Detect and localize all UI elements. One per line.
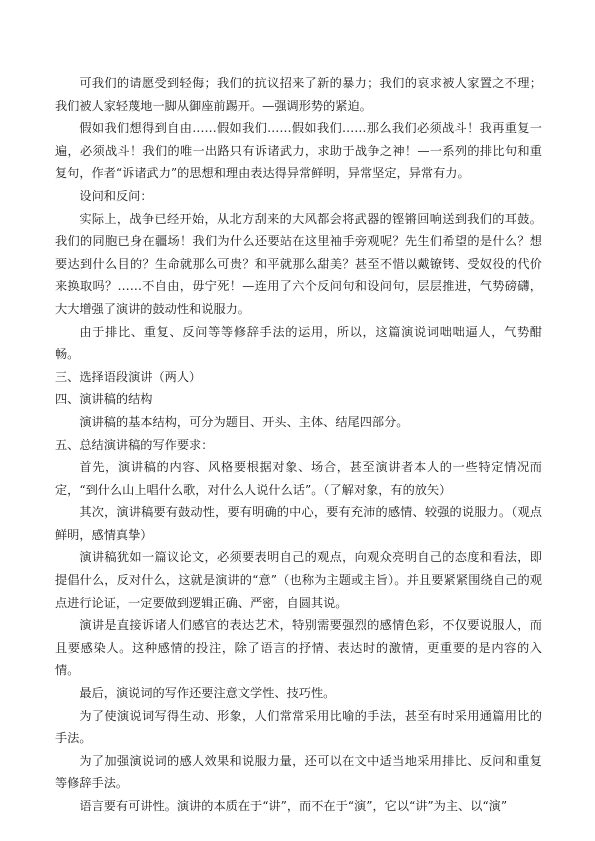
paragraph-last: 最后，演说词的写作还要注意文学性、技巧性。	[79, 686, 336, 701]
paragraph-structure: 演讲稿的基本结构，可分为题目、开头、主体、结尾四部分。	[79, 414, 409, 429]
paragraph-war-begun: 实际上，战争已经开始，从北方刮来的大风都会将武器的铿锵回响送到我们的耳鼓。我们的同胞已身在疆场！我们为什么还要站在这里袖手旁观呢？先生们希望的是什么？想要达到什么目的？生命就那么可贵？和平就那么甜美？甚至不惜以戴镣铐、受奴役的代价来换取吗？……不自由，毋宁死！—连用了六个反问句和设问句，层层推进，气势磅礴，大大增强了演讲的鼓动性和说服力。	[55, 211, 542, 316]
paragraph-must-fight: 假如我们想得到自由……假如我们……假如我们……那么我们必须战斗！我再重复一遍，必须战斗！我们的唯一出路只有诉诸武力，求助于战争之神！—一系列的排比句和重复句，作者“诉诸武力”的思想和理由表达得异常鲜明，异常坚定，异常有力。	[55, 121, 542, 181]
paragraph-argument: 演讲稿犹如一篇议论文，必须要表明自己的观点，向观众亮明自己的态度和看法，即提倡什么，反对什么，这就是演讲的“意”（也称为主题或主旨）。并且要紧紧围绕自己的观点进行论证，一定要做到逻辑正确、严密，自圆其说。	[55, 550, 542, 610]
paragraph-rhetorical-question-heading: 设问和反问：	[79, 188, 153, 203]
paragraph-petition: 可我们的请愿受到轻侮；我们的抗议招来了新的暴力；我们的哀求被人家置之不理；我们被人家轻蔑地一脚从御座前踢开。—强调形势的紧迫。	[55, 76, 542, 113]
paragraph-parallelism: 为了加强演说词的感人效果和说服力量，还可以在文中适当地采用排比、反问和重复等修辞手法。	[55, 753, 542, 791]
section-heading-3: 三、选择语段演讲（两人）	[55, 369, 202, 384]
paragraph-speakable: 语言要有可讲性。演讲的本质在于“讲”，而不在于“演”，它以“讲”为主、以“演”	[79, 799, 508, 813]
paragraph-metaphor: 为了使演说词写得生动、形象，人们常常采用比喻的手法，甚至有时采用通篇用比的手法。	[55, 708, 542, 746]
paragraph-first: 首先，演讲稿的内容、风格要根据对象、场合，甚至演讲者本人的一些特定情况而定，“到什么山上唱什么歌，对什么人说什么话”。（了解对象，有的放矢）	[55, 460, 542, 497]
paragraph-emotion: 演讲是直接诉诸人们感官的表达艺术，特别需要强烈的感情色彩，不仅要说服人，而且要感染人。这种感情的投注，除了语言的抒情、表达时的激情，更重要的是内容的入情。	[55, 618, 542, 678]
paragraph-rhetoric-summary: 由于排比、重复、反问等等修辞手法的运用，所以，这篇演说词咄咄逼人，气势酣畅。	[55, 324, 542, 362]
document-body	[55, 72, 542, 818]
section-heading-5: 五、总结演讲稿的写作要求：	[55, 437, 214, 452]
paragraph-second: 其次，演讲稿要有鼓动性，要有明确的中心，要有充沛的感情、较强的说服力。（观点鲜明，感情真挚）	[55, 505, 542, 542]
section-heading-4: 四、演讲稿的结构	[55, 392, 153, 407]
